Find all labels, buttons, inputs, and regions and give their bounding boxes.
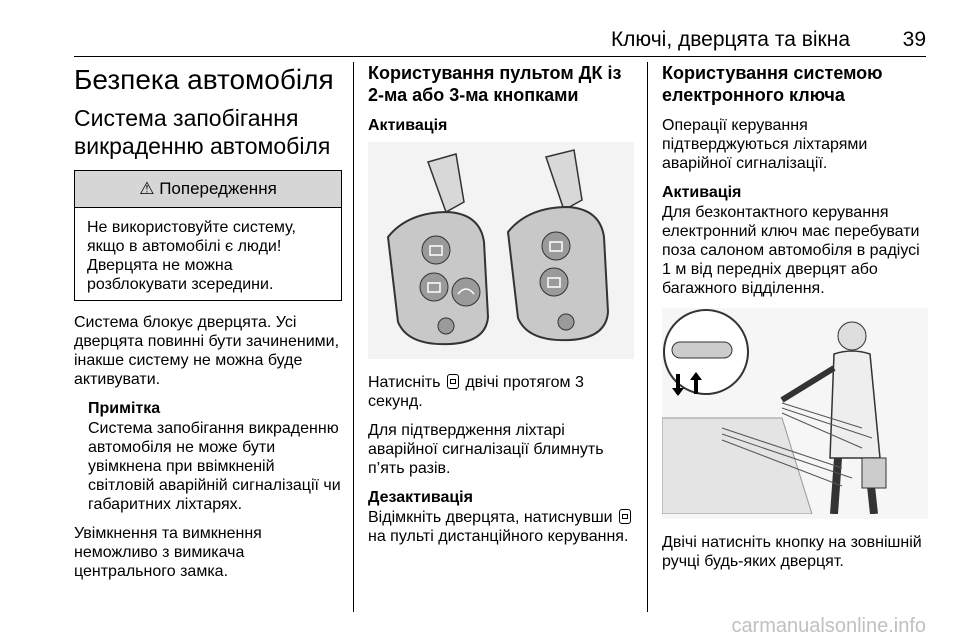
subsection-heading: Система запобігання викраденню автомобіля xyxy=(74,105,331,159)
paragraph: Натисніть двічі протягом 3 секунд. xyxy=(368,374,584,410)
subsection-heading: Користування пультом ДК із 2-ма або 3-ма кнопками xyxy=(368,63,622,105)
electronic-key-image xyxy=(662,308,928,514)
warning-title: Попередження xyxy=(159,179,277,198)
lock-icon xyxy=(447,374,459,389)
warning-box xyxy=(74,170,342,301)
page-header xyxy=(0,24,960,54)
note-text: Система запобігання викраденню автомобіля не може бути увімкнена при ввімкненій світловій аварійній сигналізації чи габаритних ліхтарях. xyxy=(88,420,341,513)
warning-icon: ⚠ xyxy=(139,179,155,198)
key-fobs-image xyxy=(368,142,634,354)
column-1 xyxy=(74,62,342,591)
paragraph: Для безконтактного керування електронний ключ має перебувати поза салоном автомобіля в радіусі 1 м від передніх дверцят або багажного відділення. xyxy=(662,204,920,297)
deactivation-heading: Дезактивація xyxy=(368,489,473,506)
paragraph: Для підтвердження ліхтарі аварійної сигналізації блимнуть п’ять разів. xyxy=(368,422,604,477)
subsection-heading: Користування системою електронного ключа xyxy=(662,63,883,105)
header-rule xyxy=(74,56,926,57)
column-2 xyxy=(368,62,634,556)
watermark: carmanualsonline.info xyxy=(731,615,926,637)
chapter-title: Ключі, дверцята та вікна xyxy=(610,28,850,51)
page-number: 39 xyxy=(902,28,926,51)
paragraph: Система блокує дверцята. Усі дверцята повинні бути зачиненими, інакше систему не можна буде активувати. xyxy=(74,314,340,388)
paragraph: Двічі натисніть кнопку на зовнішній ручці будь-яких дверцят. xyxy=(662,534,922,570)
column-divider xyxy=(353,62,354,612)
key-fobs-illustration xyxy=(368,142,634,359)
column-3 xyxy=(662,62,928,581)
activation-heading: Активація xyxy=(368,117,448,134)
column-divider xyxy=(647,62,648,612)
section-heading: Безпека автомобіля xyxy=(74,64,334,95)
paragraph: Відімкніть дверцята, натиснувши на пульті дистанційного керування. xyxy=(368,508,634,546)
paragraph: Увімкнення та вимкнення неможливо з вимикача центрального замка. xyxy=(74,525,262,580)
note xyxy=(74,399,342,514)
unlock-icon xyxy=(619,509,631,524)
electronic-key-illustration xyxy=(662,308,928,519)
warning-text: Не використовуйте систему, якщо в автомобілі є люди! Дверцята не можна розблокувати зсередини. xyxy=(87,219,296,293)
paragraph: Операції керування підтверджуються ліхтарями аварійної сигналізації. xyxy=(662,117,868,172)
warning-header xyxy=(75,171,341,208)
note-title: Примітка xyxy=(88,400,161,417)
activation-heading: Активація xyxy=(662,184,742,201)
